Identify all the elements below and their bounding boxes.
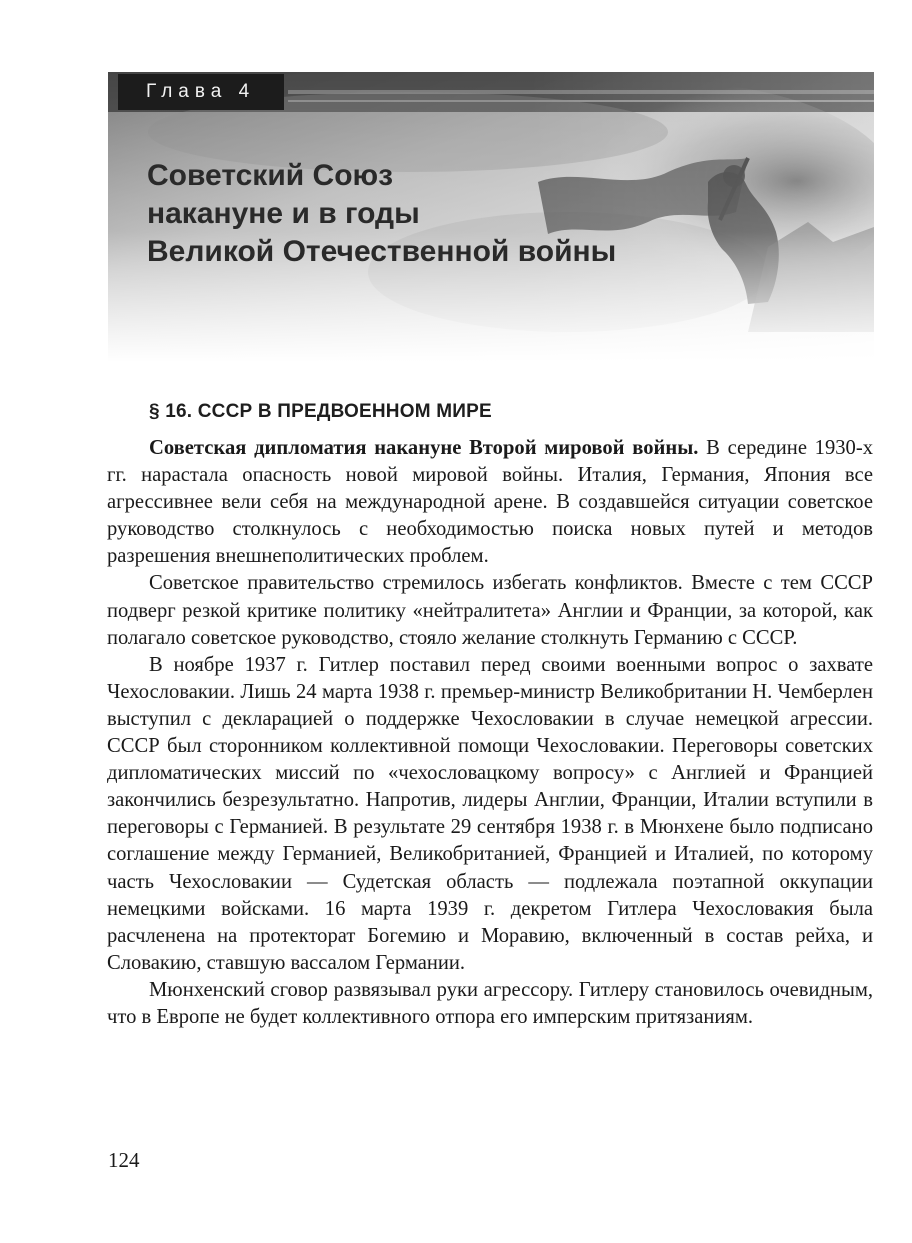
section-title: § 16. СССР В ПРЕДВОЕННОМ МИРЕ <box>149 401 492 422</box>
chapter-label: Глава 4 <box>118 74 284 110</box>
paragraph: Советское правительство стремилось избегать конфликтов. Вместе с тем СССР подверг резкой критике политику «нейтралитета» Англии и Франции, за которой, как полагало советское руководство, стояло желание столкнуть Германию с СССР. <box>107 572 873 649</box>
paragraph <box>107 435 873 570</box>
paragraph-lead: Советская дипломатия накануне Второй мировой войны. <box>149 437 699 459</box>
chapter-title-line: накануне и в годы <box>147 197 420 230</box>
body-text <box>107 435 873 1031</box>
page-number: 124 <box>108 1148 140 1172</box>
chapter-title-line: Советский Союз <box>147 159 394 192</box>
paragraph: Мюнхенский сговор развязывал руки агрессору. Гитлеру становилось очевидным, что в Европе не будет коллективного отпора его имперским притязаниям. <box>107 978 873 1028</box>
paragraph: В ноябре 1937 г. Гитлер поставил перед своими военными вопрос о захвате Чехословакии. Лишь 24 марта 1938 г. премьер-министр Великобритании Н. Чемберлен выступил с декларацией о поддержке Чехословакии в случае немецкой агрессии. СССР был сторонником коллективной помощи Чехословакии. Переговоры советских дипломатических миссий по «чехословацкому вопросу» с Англией и Францией закончились безрезультатно. Напротив, лидеры Англии, Франции, Италии вступили в переговоры с Германией. В результате 29 сентября 1938 г. в Мюнхене было подписано соглашение между Германией, Великобританией, Францией и Италией, по которому часть Чехословакии — Судетская область — подлежала поэтапной оккупации немецкими войсками. 16 марта 1939 г. декретом Гитлера Чехословакия была расчленена на протекторат Богемию и Моравию, включенный в состав рейха, и Словакию, ставшую вассалом Германии. <box>107 653 873 974</box>
chapter-title-line: Великой Отечественной войны <box>147 235 617 268</box>
paragraph-text: В середине 1930-х гг. нарастала опасность новой мировой войны. Италия, Германия, Япония все агрессивнее вели себя на международной арене. В создавшейся ситуации советское руководство столкнулось с необходимостью поиска новых путей и методов разрешения внешнеполитических проблем. <box>107 437 873 568</box>
chapter-title <box>147 157 767 271</box>
